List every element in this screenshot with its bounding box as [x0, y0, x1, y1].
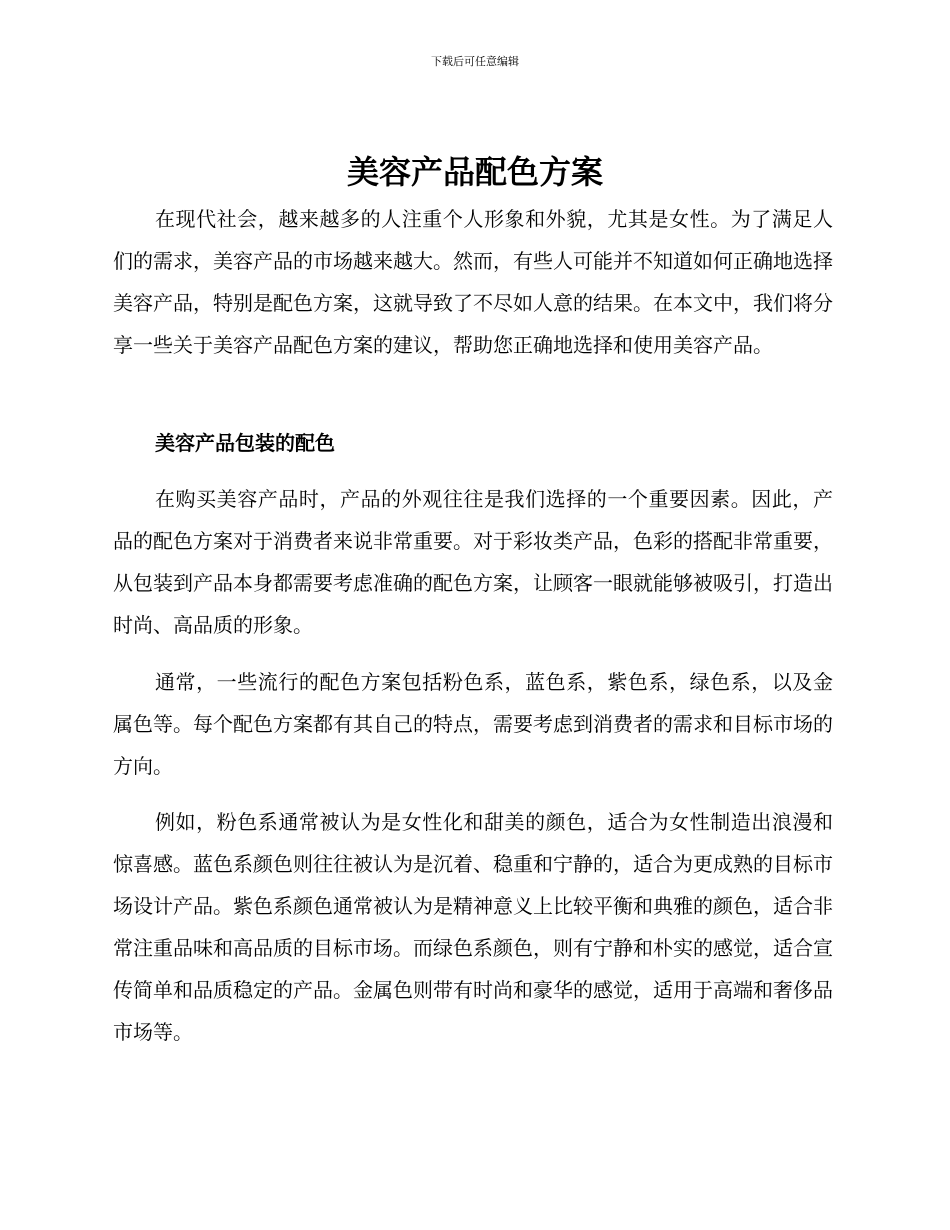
body-paragraph: 通常，一些流行的配色方案包括粉色系，蓝色系，紫色系，绿色系，以及金属色等。每个配色方案都有其自己的特点，需要考虑到消费者的需求和目标市场的方向。 — [113, 670, 833, 778]
body-paragraph: 在购买美容产品时，产品的外观往往是我们选择的一个重要因素。因此，产品的配色方案对于消费者来说非常重要。对于彩妆类产品，色彩的搭配非常重要，从包装到产品本身都需要考虑准确的配色方案，让顾客一眼就能够被吸引，打造出时尚、高品质的形象。 — [113, 487, 833, 637]
document-title: 美容产品配色方案 — [346, 153, 603, 191]
section-heading: 美容产品包装的配色 — [155, 431, 335, 455]
body-paragraph: 例如，粉色系通常被认为是女性化和甜美的颜色，适合为女性制造出浪漫和惊喜感。蓝色系颜色则往往被认为是沉着、稳重和宁静的，适合为更成熟的目标市场设计产品。紫色系颜色通常被认为是精神意义上比较平衡和典雅的颜色，适合非常注重品味和高品质的目标市场。而绿色系颜色，则有宁静和朴实的感觉，适合宣传简单和品质稳定的产品。金属色则带有时尚和豪华的感觉，适用于高端和奢侈品市场等。 — [113, 810, 833, 1044]
header-note: 下载后可任意编辑 — [431, 55, 519, 68]
intro-paragraph: 在现代社会，越来越多的人注重个人形象和外貌，尤其是女性。为了满足人们的需求，美容产品的市场越来越大。然而，有些人可能并不知道如何正确地选择美容产品，特别是配色方案，这就导致了不尽如人意的结果。在本文中，我们将分享一些关于美容产品配色方案的建议，帮助您正确地选择和使用美容产品。 — [113, 207, 833, 357]
